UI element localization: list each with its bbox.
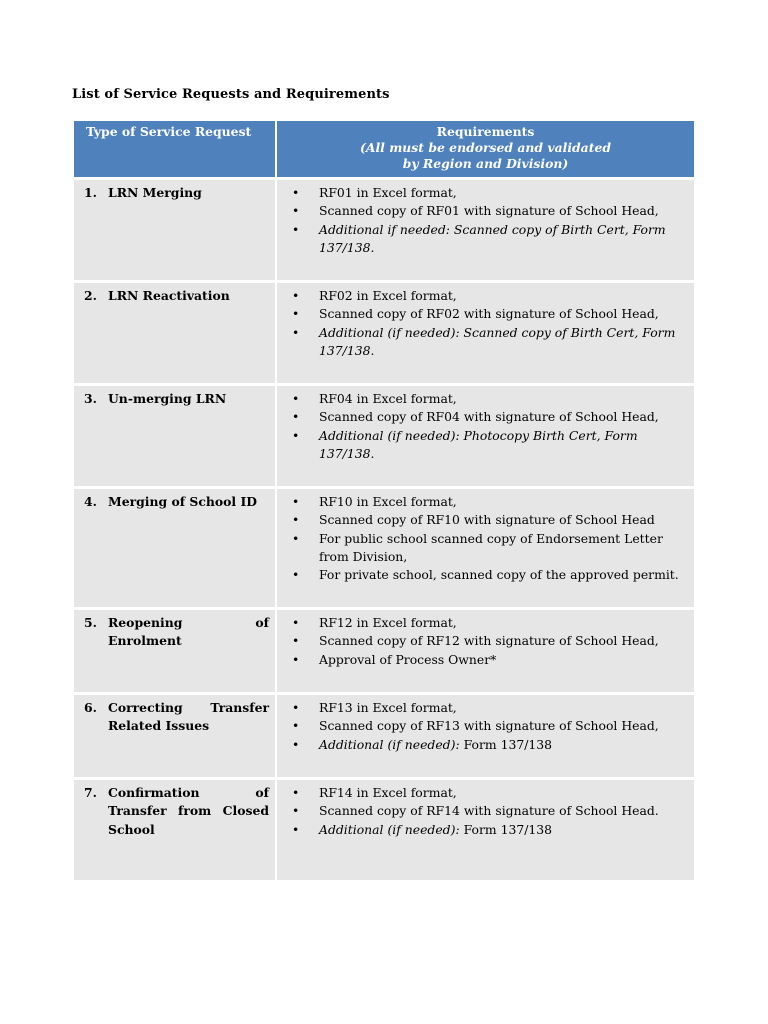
service-type-cell bbox=[74, 779, 276, 882]
additional-label: Additional (if needed): bbox=[319, 736, 460, 752]
table-header-row bbox=[74, 121, 694, 179]
requirements-cell bbox=[276, 609, 694, 694]
service-number: 4. bbox=[84, 494, 97, 509]
list-item: • For private school, scanned copy of the approved permit. bbox=[283, 566, 688, 584]
requirements-cell bbox=[276, 488, 694, 609]
list-item: • RF14 in Excel format, bbox=[283, 784, 688, 802]
table-row bbox=[74, 609, 694, 694]
list-item: • RF02 in Excel format, bbox=[283, 287, 688, 305]
service-name: Correcting Transfer Related Issues bbox=[108, 700, 269, 734]
service-name: Un-merging LRN bbox=[108, 391, 227, 406]
list-item: • For public school scanned copy of Endorsement Letter from Division, bbox=[283, 530, 688, 567]
header-requirements-note-line2: by Region and Division) bbox=[402, 156, 569, 171]
additional-value: Form 137/138 bbox=[463, 821, 553, 837]
requirements-list bbox=[283, 184, 688, 257]
service-type-cell bbox=[74, 282, 276, 385]
service-type-cell bbox=[74, 488, 276, 609]
service-name: Confirmation of Transfer from Closed School bbox=[108, 785, 269, 837]
list-item: • RF04 in Excel format, bbox=[283, 390, 688, 408]
service-number: 3. bbox=[84, 391, 97, 406]
service-type bbox=[84, 287, 269, 305]
requirements-list bbox=[283, 287, 688, 360]
list-item: • Scanned copy of RF04 with signature of School Head, bbox=[283, 408, 688, 426]
service-name: Reopening of Enrolment bbox=[108, 615, 269, 649]
service-type bbox=[84, 784, 269, 839]
document-title: List of Service Requests and Requirements bbox=[72, 87, 390, 102]
requirements-cell bbox=[276, 385, 694, 488]
requirements-cell bbox=[276, 282, 694, 385]
list-item: • RF10 in Excel format, bbox=[283, 493, 688, 511]
list-item: • Scanned copy of RF01 with signature of School Head, bbox=[283, 202, 688, 220]
list-item: • Approval of Process Owner* bbox=[283, 651, 688, 669]
header-requirements bbox=[276, 121, 694, 179]
table-row bbox=[74, 385, 694, 488]
service-number: 6. bbox=[84, 700, 97, 715]
service-name: LRN Reactivation bbox=[108, 288, 230, 303]
table-row bbox=[74, 282, 694, 385]
table-row bbox=[74, 488, 694, 609]
list-item: • Scanned copy of RF10 with signature of School Head bbox=[283, 511, 688, 529]
service-type bbox=[84, 184, 269, 202]
list-item bbox=[283, 736, 688, 754]
service-number: 7. bbox=[84, 785, 97, 800]
service-name: LRN Merging bbox=[108, 185, 202, 200]
header-requirements-note-line1: (All must be endorsed and validated bbox=[359, 140, 611, 155]
requirements-list bbox=[283, 493, 688, 584]
list-item: • Additional (if needed): Photocopy Birth Cert, Form 137/138. bbox=[283, 427, 688, 464]
list-item: • Scanned copy of RF13 with signature of School Head, bbox=[283, 717, 688, 735]
service-type bbox=[84, 390, 269, 408]
header-requirements-label: Requirements bbox=[436, 124, 535, 139]
service-type-cell bbox=[74, 694, 276, 779]
requirements-list bbox=[283, 614, 688, 669]
list-item: • RF01 in Excel format, bbox=[283, 184, 688, 202]
service-type-cell bbox=[74, 385, 276, 488]
service-type-cell bbox=[74, 609, 276, 694]
service-type bbox=[84, 493, 269, 511]
service-type-cell bbox=[74, 179, 276, 282]
requirements-cell bbox=[276, 179, 694, 282]
service-number: 2. bbox=[84, 288, 97, 303]
requirements-list bbox=[283, 784, 688, 839]
service-number: 1. bbox=[84, 185, 97, 200]
list-item: • Scanned copy of RF14 with signature of School Head. bbox=[283, 802, 688, 820]
requirements-list bbox=[283, 390, 688, 463]
service-number: 5. bbox=[84, 615, 97, 630]
list-item: • RF13 in Excel format, bbox=[283, 699, 688, 717]
list-item: • Additional if needed: Scanned copy of Birth Cert, Form 137/138. bbox=[283, 221, 688, 258]
requirements-cell bbox=[276, 779, 694, 882]
list-item: • Additional (if needed): Scanned copy of Birth Cert, Form 137/138. bbox=[283, 324, 688, 361]
list-item: • Scanned copy of RF02 with signature of School Head, bbox=[283, 305, 688, 323]
additional-value: Form 137/138 bbox=[463, 736, 553, 752]
table-row bbox=[74, 779, 694, 882]
service-type bbox=[84, 614, 269, 651]
table-row bbox=[74, 694, 694, 779]
additional-label: Additional (if needed): bbox=[319, 821, 460, 837]
requirements-list bbox=[283, 699, 688, 754]
list-item bbox=[283, 821, 688, 839]
list-item: • Scanned copy of RF12 with signature of School Head, bbox=[283, 632, 688, 650]
requirements-cell bbox=[276, 694, 694, 779]
header-type-of-service-request: Type of Service Request bbox=[74, 121, 276, 179]
service-type bbox=[84, 699, 269, 736]
service-name: Merging of School ID bbox=[108, 494, 257, 509]
service-requests-table bbox=[74, 121, 694, 883]
table-row bbox=[74, 179, 694, 282]
list-item: • RF12 in Excel format, bbox=[283, 614, 688, 632]
